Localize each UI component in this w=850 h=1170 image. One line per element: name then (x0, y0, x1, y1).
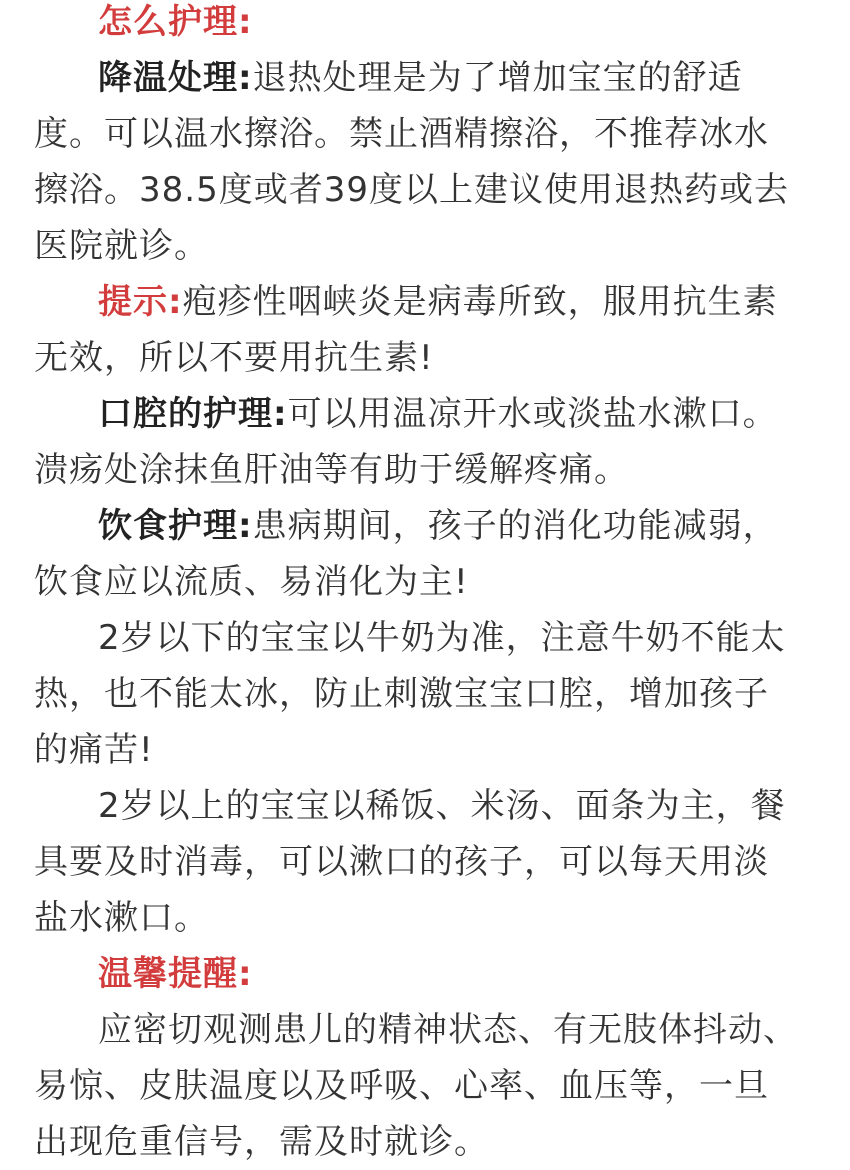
tip-line-1 (34, 274, 816, 330)
reminder-line-2: 易惊、皮肤温度以及呼吸、心率、血压等，一旦 (34, 1066, 769, 1106)
care-heading-line (34, 0, 816, 50)
tip-text-1: 疱疹性咽峡炎是病毒所致，服用抗生素 (182, 282, 778, 322)
cooling-label: 降温处理: (98, 58, 253, 98)
oral-line-1 (34, 386, 816, 442)
tip-label: 提示: (98, 282, 183, 322)
reminder-heading-line (34, 946, 816, 1002)
cooling-line-4: 医院就诊。 (34, 226, 209, 266)
under2-line-1: 2岁以下的宝宝以牛奶为准，注意牛奶不能太 (98, 618, 786, 658)
reminder-line-3: 出现危重信号，需及时就诊。 (34, 1122, 489, 1162)
diet-line-1 (34, 498, 816, 554)
cooling-text-1: 退热处理是为了增加宝宝的舒适 (252, 58, 743, 98)
oral-text-1: 可以用温凉开水或淡盐水漱口。 (287, 394, 778, 434)
diet-label: 饮食护理: (98, 506, 253, 546)
reminder-label: 温馨提醒: (98, 954, 253, 994)
diet-line-2: 饮食应以流质、易消化为主! (34, 562, 469, 602)
tip-line-2: 无效，所以不要用抗生素! (34, 338, 434, 378)
oral-line-2: 溃疡处涂抹鱼肝油等有助于缓解疼痛。 (34, 450, 629, 490)
diet-text-1: 患病期间，孩子的消化功能减弱， (252, 506, 778, 546)
cooling-line-2: 度。可以温水擦浴。禁止酒精擦浴，不推荐冰水 (34, 114, 769, 154)
oral-label: 口腔的护理: (98, 394, 288, 434)
over2-line-2: 具要及时消毒，可以漱口的孩子，可以每天用淡 (34, 842, 769, 882)
under2-line-3: 的痛苦! (34, 730, 154, 770)
care-heading: 怎么护理: (98, 2, 253, 42)
cooling-line-1 (34, 50, 816, 106)
over2-line-1: 2岁以上的宝宝以稀饭、米汤、面条为主，餐 (98, 786, 786, 826)
over2-line-3: 盐水漱口。 (34, 898, 209, 938)
reminder-line-1: 应密切观测患儿的精神状态、有无肢体抖动、 (98, 1010, 798, 1050)
under2-line-2: 热，也不能太冰，防止刺激宝宝口腔，增加孩子 (34, 674, 769, 714)
cooling-line-3: 擦浴。38.5度或者39度以上建议使用退热药或去 (34, 170, 789, 210)
